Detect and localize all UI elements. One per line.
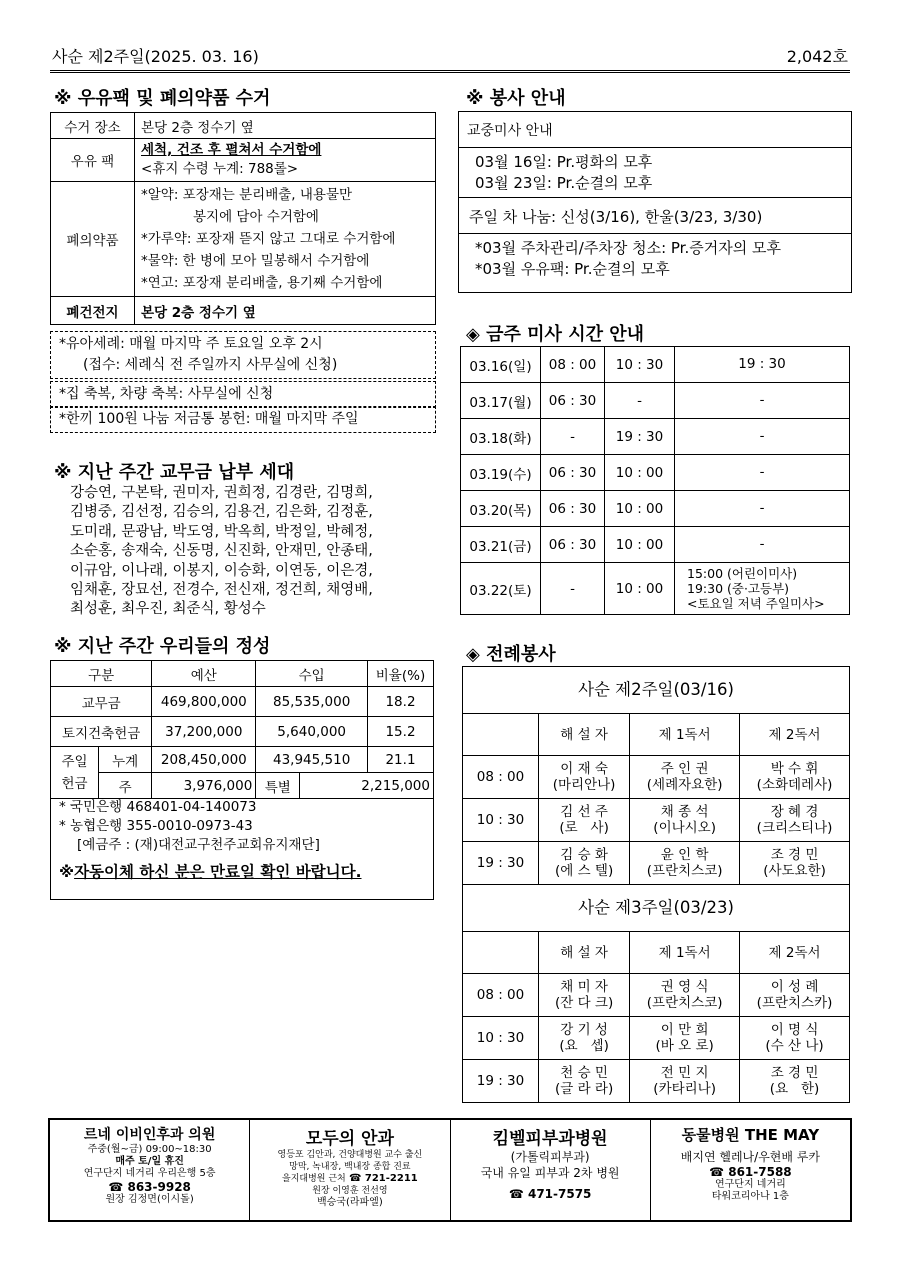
mass-time-line: <토요일 저녁 주일미사> (687, 596, 825, 611)
mass-date: 03.17(월) (461, 383, 541, 419)
server-korean-name: 조 경 민 (770, 1065, 819, 1081)
table-cell: 18.2 (368, 687, 434, 717)
ad-ent-clinic (50, 1120, 250, 1220)
server-baptismal-name: (소화데레사) (756, 777, 833, 793)
blank-cell (463, 714, 539, 756)
families-title: ※ 지난 주간 교무금 납부 세대 (54, 462, 295, 483)
coin-bank-notice: *한끼 100원 나눔 저금통 봉헌: 매월 마지막 주일 (50, 406, 436, 433)
role-header: 제 1독서 (630, 932, 740, 974)
ad-phone: ☎ 471-7575 (508, 1187, 592, 1201)
mass-time: 08 : 00 (463, 974, 539, 1017)
medicine-line: 봉지에 담아 수거함에 (193, 209, 319, 225)
ad-line: 주중(월~금) 09:00~18:30 (87, 1144, 212, 1155)
families-line: 강승연, 구본탁, 권미자, 권희정, 김경란, 김명희, (70, 485, 373, 501)
liturgy-row (463, 842, 850, 885)
liturgy-table (462, 666, 850, 1103)
server-name (630, 1060, 740, 1103)
issue-date: 사순 제2주일(2025. 03. 16) (52, 47, 259, 66)
mass-date: 03.21(금) (461, 527, 541, 563)
server-korean-name: 김 승 화 (560, 847, 608, 863)
server-korean-name: 김 선 주 (560, 804, 608, 820)
mass-time: 08 : 00 (541, 347, 605, 383)
table-cell: 85,535,000 (256, 687, 368, 717)
sunday-offering-label (51, 747, 99, 799)
auto-transfer-note (59, 863, 425, 882)
role-header: 제 1독서 (630, 714, 740, 756)
header-divider (50, 70, 850, 73)
server-baptismal-name: (글 라 라) (554, 1081, 614, 1097)
table-cell: 2,215,000 (300, 773, 434, 799)
ad-line: 원장 이영훈 전선영 (312, 1186, 388, 1196)
server-baptismal-name: (이나시오) (653, 820, 716, 836)
note-text: 자동이체 하신 분은 만료일 확인 바랍니다. (74, 863, 362, 881)
bank-account: * 농협은행 355-0010-0973-43 (59, 818, 253, 834)
table-cell: 누계 (99, 747, 152, 773)
saturday-masses (675, 563, 850, 615)
mass-service-line: 03월 23일: Pr.순결의 모후 (475, 174, 653, 192)
role-header: 제 2독서 (740, 932, 850, 974)
mass-time: 19 : 30 (605, 419, 675, 455)
ad-line: 망막, 녹내장, 백내장 종합 진료 (289, 1162, 411, 1172)
ad-line: 을지대병원 근처 (282, 1174, 346, 1184)
mass-date: 03.16(일) (461, 347, 541, 383)
server-baptismal-name: (수 산 나) (765, 1038, 824, 1054)
mass-time: - (541, 563, 605, 615)
server-korean-name: 이 만 희 (660, 1022, 709, 1038)
server-korean-name: 주 인 권 (660, 761, 709, 777)
ad-eye-clinic (250, 1120, 450, 1220)
table-cell: 21.1 (368, 747, 434, 773)
mass-date: 03.19(수) (461, 455, 541, 491)
label-line: 헌금 (61, 775, 88, 792)
mass-time: 10 : 30 (463, 799, 539, 842)
mass-time: - (541, 419, 605, 455)
ad-animal-hospital (651, 1120, 850, 1220)
server-name (630, 974, 740, 1017)
server-name (740, 756, 850, 799)
note-prefix: ※ (59, 863, 75, 881)
server-korean-name: 이 명 식 (770, 1022, 819, 1038)
mass-time-line: 19:30 (중·고등부) (687, 581, 790, 596)
mass-row (461, 383, 850, 419)
mass-time: 06 : 30 (541, 455, 605, 491)
mass-time: - (675, 527, 850, 563)
medicine-line: *알약: 포장재는 분리배출, 내용물만 (141, 187, 353, 203)
server-name (539, 756, 630, 799)
mass-time: 19 : 30 (675, 347, 850, 383)
mass-date: 03.22(토) (461, 563, 541, 615)
mass-service-line: 03월 16일: Pr.평화의 모후 (475, 153, 653, 171)
table-cell: 토지건축헌금 (51, 717, 152, 747)
server-baptismal-name: (로 사) (559, 820, 609, 836)
liturgy-row (463, 974, 850, 1017)
collection-table (50, 112, 436, 325)
blank-cell (463, 932, 539, 974)
table-cell: 37,200,000 (152, 717, 256, 747)
duty-line: *03월 주차관리/주차장 청소: Pr.증거자의 모후 (475, 239, 781, 257)
blessing-notice: *집 축복, 차량 축복: 사무실에 신청 (50, 381, 436, 408)
server-name (740, 974, 850, 1017)
server-name (630, 842, 740, 885)
mass-date: 03.18(화) (461, 419, 541, 455)
mass-time: - (675, 419, 850, 455)
ad-name: 모두의 안과 (305, 1129, 394, 1149)
mass-row (461, 527, 850, 563)
mass-time: 10 : 00 (605, 491, 675, 527)
bank-info (50, 794, 434, 900)
role-header: 해 설 자 (539, 932, 630, 974)
mass-time: - (675, 383, 850, 419)
mass-service-label: 교중미사 안내 (459, 112, 851, 148)
table-cell: 3,976,000 (152, 773, 256, 799)
liturgy-week-title: 사순 제2주일(03/16) (463, 667, 850, 714)
server-baptismal-name: (카타리나) (653, 1081, 716, 1097)
ad-phone: ☎ 861-7588 (709, 1165, 792, 1179)
ad-name: 킴벨피부과병원 (492, 1129, 608, 1149)
battery-value: 본당 2층 정수기 옆 (135, 297, 436, 325)
families-line: 최성훈, 최우진, 최준식, 황성수 (70, 601, 266, 618)
families-line: 도미래, 문광남, 박도영, 박옥희, 박정일, 박혜정, (70, 523, 373, 540)
mass-time: 19 : 30 (463, 842, 539, 885)
notice-line: *유아세례: 매월 마지막 주 토요일 오후 2시 (59, 336, 323, 352)
issue-number: 2,042호 (786, 47, 848, 66)
table-cell: 15.2 (368, 717, 434, 747)
families-line: 임채훈, 장묘선, 전경수, 전신재, 정건희, 채영배, (70, 582, 373, 599)
server-baptismal-name: (요 한) (769, 1081, 820, 1097)
service-box (458, 111, 852, 293)
mass-time: 10 : 00 (605, 527, 675, 563)
server-korean-name: 권 영 식 (660, 979, 709, 995)
tea-sharing: 주일 차 나눔: 신성(3/16), 한울(3/23, 3/30) (459, 198, 851, 234)
liturgy-week-title: 사순 제3주일(03/23) (463, 885, 850, 932)
ad-derma-hospital (451, 1120, 651, 1220)
server-korean-name: 이 재 숙 (560, 761, 608, 777)
server-baptismal-name: (에 스 텔) (554, 863, 614, 879)
families-line: 이규암, 이나래, 이봉지, 이승화, 이연동, 이은경, (70, 562, 373, 579)
ads-bar (48, 1118, 852, 1222)
server-name (539, 842, 630, 885)
server-name (740, 1017, 850, 1060)
server-korean-name: 천 승 민 (560, 1065, 608, 1081)
mass-time: 08 : 00 (463, 756, 539, 799)
server-baptismal-name: (프란치스코) (646, 995, 723, 1011)
ad-line: 배지연 헬레나/우현배 루카 (680, 1150, 820, 1164)
table-cell: 469,800,000 (152, 687, 256, 717)
server-baptismal-name: (프란치스코) (646, 863, 723, 879)
ad-line: 영등포 김안과, 건양대병원 교수 출신 (277, 1150, 423, 1160)
mass-time: 19 : 30 (463, 1060, 539, 1103)
mass-time: 06 : 30 (541, 491, 605, 527)
server-korean-name: 윤 인 학 (660, 847, 709, 863)
mass-time: 10 : 30 (463, 1017, 539, 1060)
col-header: 비율(%) (368, 661, 434, 687)
ad-line: 연구단지 네거리 우리은행 5층 (83, 1168, 216, 1179)
server-korean-name: 박 수 휘 (770, 761, 819, 777)
ad-phone: ☎ 721-2211 (348, 1173, 418, 1184)
server-baptismal-name: (크리스티나) (756, 820, 833, 836)
table-cell: 208,450,000 (152, 747, 256, 773)
server-korean-name: 채 종 석 (660, 804, 709, 820)
mass-row (461, 491, 850, 527)
battery-label: 폐건전지 (51, 297, 135, 325)
server-name (630, 756, 740, 799)
milk-label: 우유 팩 (51, 139, 135, 182)
mass-time: - (675, 491, 850, 527)
mass-times-table (460, 346, 850, 615)
server-baptismal-name: (사도요한) (763, 863, 826, 879)
account-holder: [예금주 : (재)대전교구천주교회유지재단] (77, 837, 320, 853)
server-name (630, 799, 740, 842)
families-line: 소순홍, 송재숙, 신동명, 신진화, 안재민, 안종태, (70, 543, 373, 560)
families-list (70, 484, 440, 620)
ad-name: 동물병원 THE MAY (681, 1126, 820, 1144)
mass-time: 10 : 30 (605, 347, 675, 383)
ad-line: 타워코리아나 1층 (711, 1191, 789, 1202)
server-korean-name: 강 기 성 (560, 1022, 608, 1038)
offering-table (50, 660, 434, 799)
table-cell: 43,945,510 (256, 747, 368, 773)
table-cell: 주 (99, 773, 152, 799)
liturgy-row (463, 1060, 850, 1103)
server-korean-name: 장 혜 경 (770, 804, 819, 820)
server-name (740, 799, 850, 842)
medicine-label: 폐의약품 (51, 182, 135, 297)
ad-line: 국내 유일 피부과 2차 병원 (480, 1166, 620, 1180)
families-line: 김병중, 김선정, 김승의, 김용건, 김은화, 김정훈, (70, 504, 373, 521)
server-name (539, 1017, 630, 1060)
ad-line: 원장 김정면(이시돌) (105, 1194, 194, 1205)
service-title: ※ 봉사 안내 (466, 88, 566, 109)
mass-time: 10 : 00 (605, 455, 675, 491)
server-korean-name: 조 경 민 (770, 847, 819, 863)
medicine-line: *가루약: 포장재 뜯지 않고 그대로 수거함에 (141, 231, 396, 247)
liturgy-row (463, 1017, 850, 1060)
server-name (630, 1017, 740, 1060)
ad-line: 백승국(라파엘) (316, 1197, 383, 1208)
server-name (539, 974, 630, 1017)
offering-title: ※ 지난 주간 우리들의 정성 (54, 636, 271, 657)
col-header: 수입 (256, 661, 368, 687)
liturgy-title: ◈ 전례봉사 (466, 644, 556, 665)
server-korean-name: 전 민 지 (660, 1065, 709, 1081)
col-header: 예산 (152, 661, 256, 687)
place-label: 수거 장소 (51, 113, 135, 139)
server-korean-name: 채 미 자 (560, 979, 608, 995)
liturgy-row (463, 799, 850, 842)
mass-time: 06 : 30 (541, 383, 605, 419)
mass-times-title: ◈ 금주 미사 시간 안내 (466, 324, 645, 345)
ad-name: 르네 이비인후과 의원 (83, 1127, 216, 1143)
ad-line: (가톨릭피부과) (510, 1150, 590, 1164)
role-header: 해 설 자 (539, 714, 630, 756)
mass-row (461, 455, 850, 491)
mass-row (461, 419, 850, 455)
server-baptismal-name: (요 셉) (559, 1038, 609, 1054)
role-header: 제 2독서 (740, 714, 850, 756)
server-baptismal-name: (바 오 로) (655, 1038, 714, 1054)
table-cell: 5,640,000 (256, 717, 368, 747)
tissue-count: <휴지 수령 누계: 788롤> (141, 161, 299, 177)
mass-row (461, 347, 850, 383)
server-name (740, 842, 850, 885)
infant-baptism-notice (50, 331, 436, 379)
collection-title: ※ 우유팩 및 폐의약품 수거 (54, 88, 271, 109)
server-baptismal-name: (세례자요한) (646, 777, 723, 793)
medicine-line: *물약: 한 병에 모아 밀봉해서 수거함에 (141, 253, 370, 269)
duty-line: *03월 우유팩: Pr.순결의 모후 (475, 260, 670, 278)
ad-phone: ☎ 863-9928 (108, 1180, 191, 1194)
notice-line: (접수: 세례식 전 주일까지 사무실에 신청) (83, 357, 338, 373)
server-korean-name: 이 성 례 (770, 979, 819, 995)
server-name (740, 1060, 850, 1103)
mass-date: 03.20(목) (461, 491, 541, 527)
ad-line: 연구단지 네거리 (714, 1179, 786, 1190)
label-line: 주일 (61, 753, 88, 770)
table-cell: 교무금 (51, 687, 152, 717)
table-cell: 특별 (256, 773, 300, 799)
server-name (539, 1060, 630, 1103)
liturgy-row (463, 756, 850, 799)
place-value: 본당 2층 정수기 옆 (135, 113, 436, 139)
col-header: 구분 (51, 661, 152, 687)
mass-time: - (605, 383, 675, 419)
server-baptismal-name: (프란치스카) (756, 995, 833, 1011)
ad-line: 매주 토/일 휴진 (115, 1156, 184, 1167)
mass-time: 10 : 00 (605, 563, 675, 615)
mass-time: 06 : 30 (541, 527, 605, 563)
medicine-line: *연고: 포장재 분리배출, 용기째 수거함에 (141, 275, 383, 291)
mass-time-line: 15:00 (어린이미사) (687, 566, 798, 581)
server-baptismal-name: (마리안나) (552, 777, 616, 793)
bank-account: * 국민은행 468401-04-140073 (59, 799, 257, 815)
server-baptismal-name: (잔 다 크) (554, 995, 614, 1011)
server-name (539, 799, 630, 842)
milk-instruction: 세척, 건조 후 펼쳐서 수거함에 (141, 142, 322, 158)
mass-time: - (675, 455, 850, 491)
